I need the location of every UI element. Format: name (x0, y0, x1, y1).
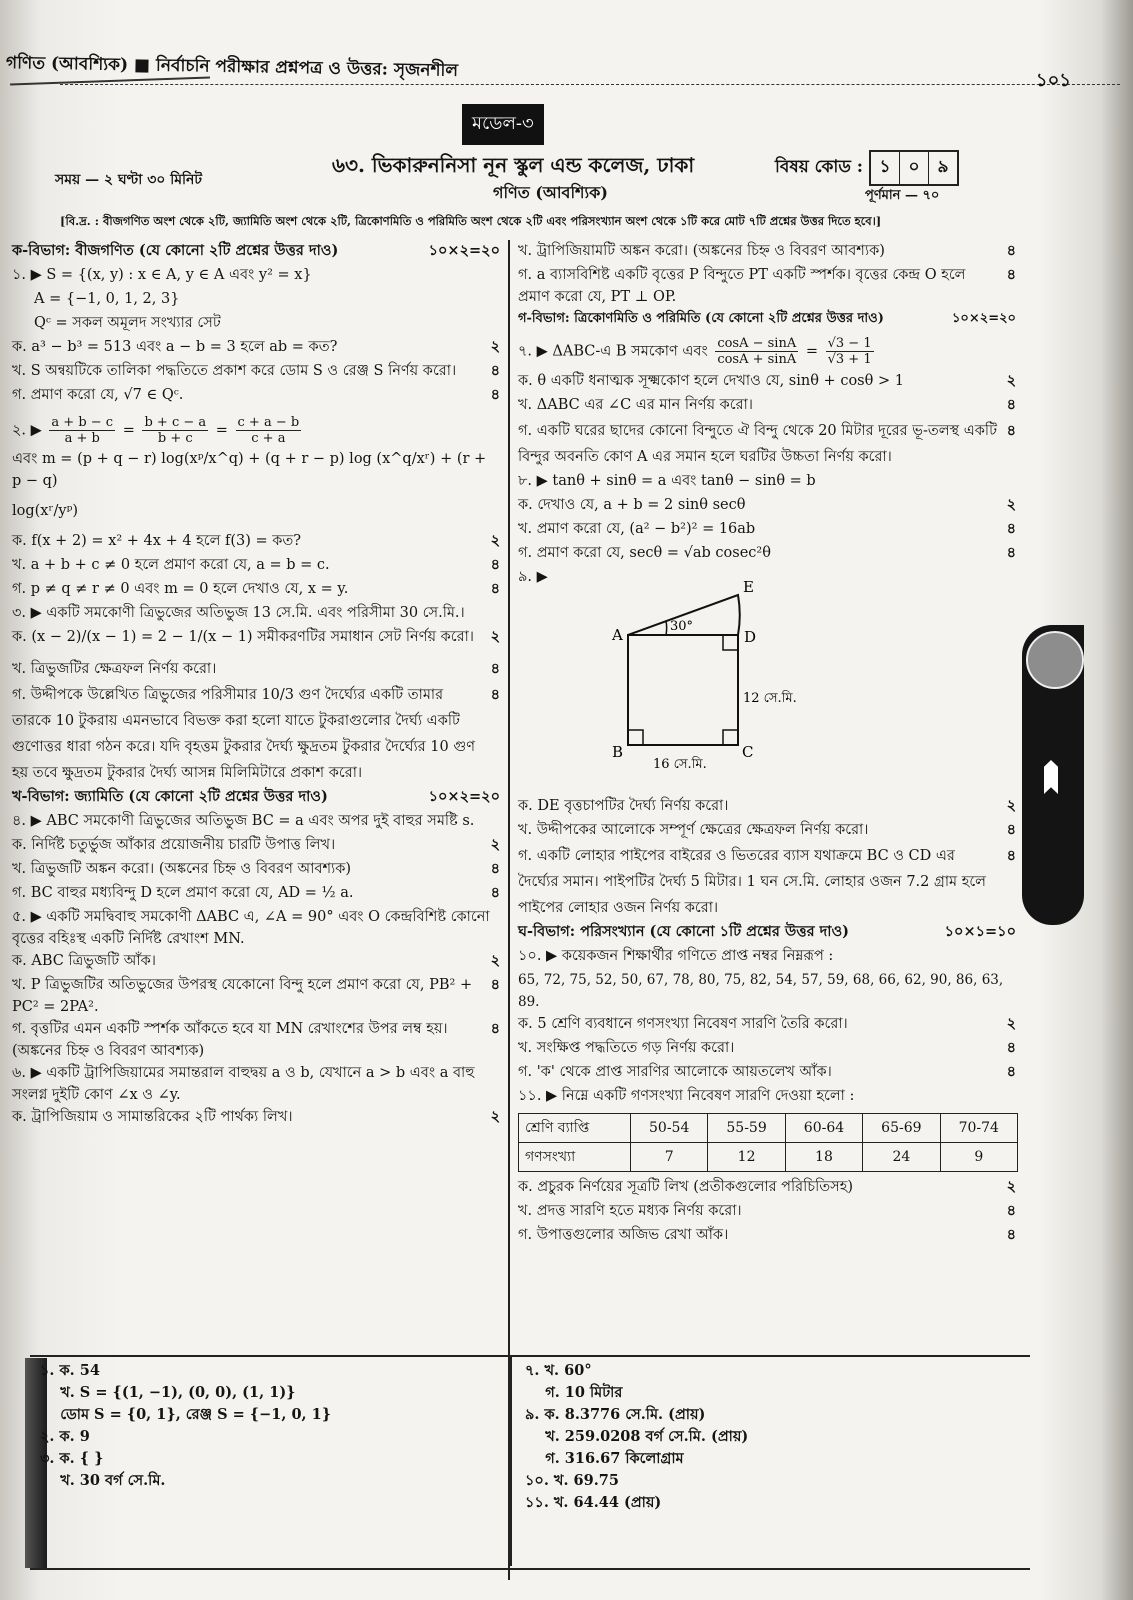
question-part: গ. উদ্দীপকে উল্লেখিত ত্রিভুজের পরিসীমার 10/3 গুণ দৈর্ঘ্যের একটি তামার তারকে 10 টুকরায় এমনভাবে বিভক্ত করা হলো যাতে টুকরাগুলোর দৈর্ঘ্য একটি গুণোত্তর ধারা গঠন করে। যদি বৃহত্তম টুকরার দৈর্ঘ্য ক্ষুদ্রতম টুকরার দৈর্ঘ্যের 10 গুণ হয় তবে ক্ষুদ্রতম টুকরার দৈর্ঘ্য আসন্ন মিলিমিটারে প্রকাশ করো। ৪ (12, 686, 500, 781)
question-part: গ. p ≠ q ≠ r ≠ 0 এবং m = 0 হলে দেখাও যে, x = y. ৪ (12, 580, 500, 597)
answer-line: গ. 10 মিটার (525, 1384, 623, 1401)
question-part: ক. (x − 2)/(x − 1) = 2 − 1/(x − 1) সমীকরণটির সমাধান সেট নির্ণয় করো। ২ (12, 628, 500, 645)
fraction: $\frac{b + c - a}{b + c}$ (144, 414, 207, 446)
section-header-ka: ক-বিভাগ: বীজগণিত (যে কোনো ২টি প্রশ্নের উত্তর দাও) ১০×২=২০ (12, 242, 500, 259)
left-column (12, 240, 500, 1130)
answer-box-bottom-rule (30, 1568, 1030, 1570)
fraction: $\frac{√3 - 1}{√3 + 1}$ (827, 335, 872, 367)
question-part: গ. 'ক' থেকে প্রাপ্ত সারণির আলোকে আয়তলেখ আঁক। ৪ (518, 1063, 1016, 1080)
answer-box-divider (510, 1356, 512, 1566)
question-6: ৬. ▶ একটি ট্রাপিজিয়ামের সমান্তরাল বাহুদ্বয় a ও b, যেখানে a > b এবং a বাহু সংলগ্ন দুইটি কোণ ∠x ও ∠y. ক. ট্রাপিজিয়াম ও সামান্তরিকের ২টি পার্থক্য লিখ। ২ (12, 1062, 500, 1130)
fraction: $\frac{c + a - b}{c + a}$ (237, 414, 300, 446)
subject-code-box (869, 150, 959, 186)
question-part: খ. সংক্ষিপ্ত পদ্ধতিতে গড় নির্ণয় করো। ৪ (518, 1039, 1016, 1056)
svg-text:30°: 30° (670, 619, 694, 634)
table-row: শ্রেণি ব্যাপ্তি 50-54 55-59 60-64 65-69 70-74 (519, 1114, 1018, 1143)
question-part: ক. প্রচুরক নির্ণয়ের সূত্রটি লিখ (প্রতীকগুলোর পরিচিতিসহ) ২ (518, 1178, 1016, 1195)
svg-text:C: C (742, 743, 754, 761)
question-5: ৫. ▶ একটি সমদ্বিবাহু সমকোণী ΔABC এ, ∠A = 90° এবং O কেন্দ্রবিশিষ্ট কোনো বৃত্তের বহিঃস্থ একটি নির্দিষ্ট রেখাংশ MN. ক. ABC ত্রিভুজটি আঁক। ২ খ. P ত্রিভুজটির অতিভুজের উপরস্থ যেকোনো বিন্দু হলে প্রমাণ করো যে, PB² + PC² = 2PA². ৪ গ. বৃত্তটির এমন একটি স্পর্শক আঁকতে হবে যা MN রেখাংশের উপর লম্ব হয়। (অঙ্কনের চিহ্ন ও বিবরণ আবশ্যক) ৪ (12, 906, 500, 1062)
school-name: ৬৩. ভিকারুননিসা নূন স্কুল এন্ড কলেজ, ঢাকা (332, 153, 695, 177)
question-part: খ. উদ্দীপকের আলোকে সম্পূর্ণ ক্ষেত্রের ক্ষেত্রফল নির্ণয় করো। ৪ (518, 821, 1016, 838)
question-part: গ. a ব্যাসবিশিষ্ট একটি বৃত্তের P বিন্দুতে PT একটি স্পর্শক। বৃত্তের কেন্দ্র O হলে প্রমাণ করো যে, PT ⊥ OP. ৪ (518, 266, 1016, 305)
question-part: ক. θ একটি ধনাত্মক সূক্ষ্মকোণ হলে দেখাও যে, sinθ + cosθ > 1 ২ (518, 372, 1016, 389)
question-part: ক. 5 শ্রেণি ব্যবধানে গণসংখ্যা নিবেষণ সারণি তৈরি করো। ২ (518, 1015, 1016, 1032)
code-digit: ৯ (937, 157, 949, 177)
answer-line: ১০. খ. 69.75 (525, 1472, 619, 1489)
question-part: খ. প্রদত্ত সারণি হতে মধ্যক নির্ণয় করো। ৪ (518, 1202, 1016, 1219)
question-7: ৭. ▶ ΔABC-এ B সমকোণ এবং $\frac{\cos A - \sin A}{\cos A + \sin A}$ = $\frac{√3 - 1}{√3 + 1}$ ক. θ একটি ধনাত্মক সূক্ষ্মকোণ হলে দেখাও যে, sinθ + cosθ > 1 ২ খ. ΔABC এর ∠C এর মান নির্ণয় করো। ৪ গ. একটি ঘরের ছাদের কোনো বিন্দুতে ঐ বিন্দু থেকে 20 মিটার দূরের ভূ-তলস্থ একটি বিন্দুর অবনতি কোণ A এর সমান হলে ঘরটির উচ্চতা নির্ণয় করো। ৪ (518, 332, 1016, 470)
svg-text:E: E (743, 580, 754, 596)
question-part: খ. ত্রিভুজটির ক্ষেত্রফল নির্ণয় করো। ৪ (12, 660, 500, 677)
question-part: গ. BC বাহুর মধ্যবিন্দু D হলে প্রমাণ করো যে, AD = ½ a. ৪ (12, 884, 500, 901)
svg-text:16 সে.মি.: 16 সে.মি. (653, 757, 707, 772)
answer-line: খ. 259.0208 বর্গ সে.মি. (প্রায়) (525, 1428, 749, 1445)
subject-title: গণিত (আবশ্যিক) (493, 183, 608, 202)
section-header-ga: গ-বিভাগ: ত্রিকোণমিতি ও পরিমিতি (যে কোনো ২টি প্রশ্নের উত্তর দাও) ১০×২=২০ (518, 311, 1016, 326)
question-part: খ. ট্রাপিজিয়ামটি অঙ্কন করো। (অঙ্কনের চিহ্ন ও বিবরণ আবশ্যক) ৪ (518, 242, 1016, 259)
code-digit: ১ (871, 152, 900, 184)
section-header-gha: ঘ-বিভাগ: পরিসংখ্যান (যে কোনো ১টি প্রশ্নের উত্তর দাও) ১০×১=১০ (518, 923, 1016, 940)
answer-line: গ. 316.67 কিলোগ্রাম (525, 1450, 684, 1467)
fraction: $\frac{\cos A - \sin A}{\cos A + \sin A}$ (717, 335, 797, 367)
question-part: ক. ABC ত্রিভুজটি আঁক। ২ (12, 952, 500, 969)
table-row: গণসংখ্যা 7 12 18 24 9 (519, 1143, 1018, 1172)
exam-time: সময় — ২ ঘণ্টা ৩০ মিনিট (55, 172, 203, 188)
answer-line: ২. ক. 9 (40, 1428, 90, 1445)
subject-code (775, 150, 959, 186)
fraction: $\frac{a + b - c}{a + b}$ (51, 414, 114, 446)
geometry-diagram (518, 580, 1016, 795)
question-part: খ. P ত্রিভুজটির অতিভুজের উপরস্থ যেকোনো বিন্দু হলে প্রমাণ করো যে, PB² + PC² = 2PA². ৪ (12, 976, 500, 1015)
question-part: খ. প্রমাণ করো যে, (a² − b²)² = 16ab ৪ (518, 520, 1016, 537)
answer-line: খ. 30 বর্গ সে.মি. (40, 1472, 166, 1489)
question-part: খ. S অন্বয়টিকে তালিকা পদ্ধতিতে প্রকাশ করে ডোম S ও রেঞ্জ S নির্ণয় করো। ৪ (12, 362, 500, 379)
question-part: গ. বৃত্তটির এমন একটি স্পর্শক আঁকতে হবে যা MN রেখাংশের উপর লম্ব হয়। (অঙ্কনের চিহ্ন ও বিবরণ আবশ্যক) ৪ (12, 1020, 500, 1059)
question-part: ক. নির্দিষ্ট চতুর্ভুজ আঁকার প্রয়োজনীয় চারটি উপাত্ত লিখ। ২ (12, 836, 500, 853)
question-2: ২. ▶ $\frac{a + b - c}{a + b}$ = $\frac{b + c - a}{b + c}$ = $\frac{c + a - b}{c + a}$ এবং m = (p + q − r) log(xᵖ/x^q) + (q + r − p) log (x^q/xʳ) + (r + p − q) log(xʳ/yᵖ) ক. f(x + 2) = x² + 4x + 4 হলে f(3) = কত? ২ খ. a + b + c ≠ 0 হলে প্রমাণ করো যে, a = b = c. ৪ গ. p ≠ q ≠ r ≠ 0 এবং m = 0 হলে দেখাও যে, x = y. ৪ (12, 412, 500, 602)
page-number: ১০১ (1035, 70, 1071, 91)
bookmark-tab (1022, 625, 1084, 925)
answers-right (525, 1360, 748, 1514)
question-part: গ. উপাত্তগুলোর অজিভ রেখা আঁক। ৪ (518, 1226, 1016, 1243)
question-part: ক. DE বৃত্তচাপটির দৈর্ঘ্য নির্ণয় করো। ২ (518, 797, 1016, 814)
question-part: গ. প্রমাণ করো যে, secθ = √ab cosec²θ ৪ (518, 544, 1016, 561)
section-header-kha: খ-বিভাগ: জ্যামিতি (যে কোনো ২টি প্রশ্নের উত্তর দাও) ১০×২=২০ (12, 788, 500, 805)
code-digit: ০ (900, 152, 929, 184)
question-1: ১. ▶ S = {(x, y) : x ∈ A, y ∈ A এবং y² = x} A = {−1, 0, 1, 2, 3} Qᶜ = সকল অমূলদ সংখ্যার সেট ক. a³ − b³ = 513 এবং a − b = 3 হলে ab = কত? ২ খ. S অন্বয়টিকে তালিকা পদ্ধতিতে প্রকাশ করে ডোম S ও রেঞ্জ S নির্ণয় করো। ৪ গ. প্রমাণ করো যে, √7 ∈ Qᶜ. ৪ (12, 264, 500, 408)
question-part: খ. ত্রিভুজটি অঙ্কন করো। (অঙ্কনের চিহ্ন ও বিবরণ আবশ্যক) ৪ (12, 860, 500, 877)
answers-left (40, 1360, 331, 1492)
question-part: খ. a + b + c ≠ 0 হলে প্রমাণ করো যে, a = b = c. ৪ (12, 556, 500, 573)
question-8: ৮. ▶ tanθ + sinθ = a এবং tanθ − sinθ = b ক. দেখাও যে, a + b = 2 sinθ secθ ২ খ. প্রমাণ করো যে, (a² − b²)² = 16ab ৪ গ. প্রমাণ করো যে, secθ = √ab cosec²θ ৪ (518, 470, 1016, 566)
svg-text:B: B (612, 743, 624, 761)
answer-line: ১১. খ. 64.44 (প্রায়) (525, 1494, 662, 1511)
model-badge: মডেল-৩ (462, 104, 544, 145)
answer-line: ৯. ক. 8.3776 সে.মি. (প্রায়) (525, 1406, 706, 1423)
subject-code-label: বিষয় কোড : (775, 157, 864, 177)
question-part: গ. একটি লোহার পাইপের বাইরের ও ভিতরের ব্যাস যথাক্রমে BC ও CD এর দৈর্ঘ্যের সমান। পাইপটির দৈর্ঘ্য 5 মিটার। 1 ঘন সে.মি. লোহার ওজন 7.2 গ্রাম হলে পাইপের লোহার ওজন নির্ণয় করো। ৪ (518, 847, 1016, 916)
question-11: ১১. ▶ নিম্নে একটি গণসংখ্যা নিবেষণ সারণি দেওয়া হলো : শ্রেণি ব্যাপ্তি 50-54 55-59 60-64 65-69 70-74 গণসংখ্যা 7 12 18 24 9 ক. প্রচুরক নির্ণয়ের সূত্রটি লিখ (প্রতীকগুলোর পরিচিতিসহ) ২ খ. প্রদত্ত সারণি হতে মধ্যক নির্ণয় করো। ৪ গ. উপাত্তগুলোর অজিভ রেখা আঁক। ৪ (518, 1085, 1016, 1248)
question-part: ক. দেখাও যে, a + b = 2 sinθ secθ ২ (518, 496, 1016, 513)
rectangle-sector-figure (598, 580, 898, 780)
question-9: ৯. ▶ A E D B C 30° 12 সে.মি. 16 সে.মি. ক. DE বৃত্তচাপটির দৈর্ঘ্য নির্ণয় করো। ২ খ. উদ্দীপকের আলোকে সম্পূর্ণ ক্ষেত্রের ক্ষেত্রফল নির্ণয় করো। ৪ গ. একটি লোহার পাইপের বাইরের ও ভিতরের ব্যাস যথাক্রমে BC ও CD এর দৈর্ঘ্যের সমান। পাইপটির দৈর্ঘ্য 5 মিটার। 1 ঘন সে.মি. লোহার ওজন 7.2 গ্রাম হলে পাইপের লোহার ওজন নির্ণয় করো। ৪ (518, 566, 1016, 921)
question-part: গ. প্রমাণ করো যে, √7 ∈ Qᶜ. ৪ (12, 386, 500, 403)
full-marks: পূর্ণমান — ৭০ (865, 188, 940, 203)
marks-data: 65, 72, 75, 52, 50, 67, 78, 80, 75, 82, 54, 57, 59, 68, 66, 62, 90, 86, 63, 89. (518, 972, 1004, 1010)
svg-text:D: D (744, 628, 757, 646)
answer-line: ১. ক. 54 (40, 1362, 100, 1379)
reader-icon (1026, 631, 1084, 689)
running-head: গণিত (আবশ্যিক) ■ নির্বাচনি পরীক্ষার প্রশ্নপত্র ও উত্তর: সৃজনশীল (5, 53, 459, 81)
bookmark-arrow-icon (1044, 760, 1058, 794)
question-part: গ. একটি ঘরের ছাদের কোনো বিন্দুতে ঐ বিন্দু থেকে 20 মিটার দূরের ভূ-তলস্থ একটি বিন্দুর অবনতি কোণ A এর সমান হলে ঘরটির উচ্চতা নির্ণয় করো। ৪ (518, 422, 1016, 465)
frequency-table (518, 1113, 1018, 1172)
question-4: ৪. ▶ ABC সমকোণী ত্রিভুজের অতিভুজ BC = a এবং অপর দুই বাহুর সমষ্টি s. ক. নির্দিষ্ট চতুর্ভুজ আঁকার প্রয়োজনীয় চারটি উপাত্ত লিখ। ২ খ. ত্রিভুজটি অঙ্কন করো। (অঙ্কনের চিহ্ন ও বিবরণ আবশ্যক) ৪ গ. BC বাহুর মধ্যবিন্দু D হলে প্রমাণ করো যে, AD = ½ a. ৪ (12, 810, 500, 906)
right-column (518, 240, 1016, 1248)
question-part: ক. ট্রাপিজিয়াম ও সামান্তরিকের ২টি পার্থক্য লিখ। ২ (12, 1108, 500, 1125)
answer-line: খ. S = {(1, −1), (0, 0), (1, 1)} (40, 1384, 296, 1401)
answer-line: ডোম S = {0, 1}, রেঞ্জ S = {−1, 0, 1} (40, 1406, 332, 1423)
answer-line: ৩. ক. { } (40, 1450, 104, 1467)
svg-text:12 সে.মি.: 12 সে.মি. (743, 691, 797, 706)
question-part: ক. a³ − b³ = 513 এবং a − b = 3 হলে ab = কত? ২ (12, 338, 500, 355)
instruction-note: [বি.দ্র. : বীজগণিত অংশ থেকে ২টি, জ্যামিতি অংশ থেকে ২টি, ত্রিকোণমিতি ও পরিমিতি অংশ থেকে ২টি এবং পরিসংখ্যান অংশ থেকে ১টি করে মোট ৭টি প্রশ্নের উত্তর দিতে হবে।] (60, 214, 882, 228)
question-part: ক. f(x + 2) = x² + 4x + 4 হলে f(3) = কত? ২ (12, 532, 500, 549)
answer-line: ৭. খ. 60° (525, 1362, 592, 1379)
question-part: খ. ΔABC এর ∠C এর মান নির্ণয় করো। ৪ (518, 396, 1016, 413)
question-10: ১০. ▶ কয়েকজন শিক্ষার্থীর গণিতে প্রাপ্ত নম্বর নিম্নরূপ : 65, 72, 75, 52, 50, 67, 78, 80, 75, 82, 54, 57, 59, 68, 66, 62, 90, 86, 63, 89. ক. 5 শ্রেণি ব্যবধানে গণসংখ্যা নিবেষণ সারণি তৈরি করো। ২ খ. সংক্ষিপ্ত পদ্ধতিতে গড় নির্ণয় করো। ৪ গ. 'ক' থেকে প্রাপ্ত সারণির আলোকে আয়তলেখ আঁক। ৪ (518, 945, 1016, 1085)
question-3: ৩. ▶ একটি সমকোণী ত্রিভুজের অতিভুজ 13 সে.মি. এবং পরিসীমা 30 সে.মি.। ক. (x − 2)/(x − 1) = 2 − 1/(x − 1) সমীকরণটির সমাধান সেট নির্ণয় করো। ২ খ. ত্রিভুজটির ক্ষেত্রফল নির্ণয় করো। ৪ গ. উদ্দীপকে উল্লেখিত ত্রিভুজের পরিসীমার 10/3 গুণ দৈর্ঘ্যের একটি তামার তারকে 10 টুকরায় এমনভাবে বিভক্ত করা হলো যাতে টুকরাগুলোর দৈর্ঘ্য একটি গুণোত্তর ধারা গঠন করে। যদি বৃহত্তম টুকরার দৈর্ঘ্য ক্ষুদ্রতম টুকরার দৈর্ঘ্যের 10 গুণ হয় তবে ক্ষুদ্রতম টুকরার দৈর্ঘ্য আসন্ন মিলিমিটারে প্রকাশ করো। ৪ (12, 602, 500, 786)
svg-text:A: A (612, 626, 623, 644)
header-rule (60, 84, 1120, 85)
